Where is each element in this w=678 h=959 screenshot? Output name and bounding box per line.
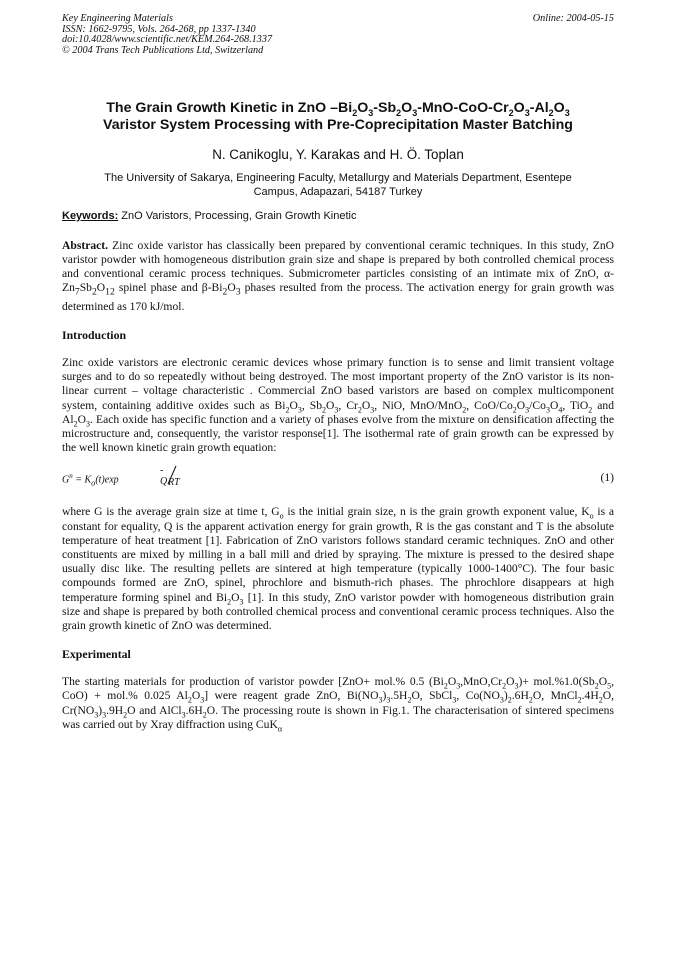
equation-number: (1) [600,471,614,485]
affiliation-line-1: The University of Sakarya, Engineering Faculty, Metallurgy and Materials Department, Esentepe [104,172,572,185]
introduction-paragraph-1: Zinc oxide varistors are electronic ceramic devices whose primary function is to sense and limit transient voltage surges and to do so repeatedly without being destroyed. The most important property of the ZnO varistor is its non-linear current – voltage characteristic . Commercial ZnO based varistors are based on complex multicomponent system, containing additive oxides such as $Bi_2O_3$, $Sb_2O_3$, $Cr_2O_3$, NiO, MnO/MnO$_2$, CoO/$Co_2O_3/Co_3O_4$, TiO$_2$ and $Al_2O_3$. Each oxide has specific function and a variety of phases evolve from the mixture on densification affecting the microstructure and, consequently, the varistor response[1]. The isothermal rate of grain growth can be expressed by the well known kinetic grain growth equation: [62,355,615,455]
author-list: N. Canikoglu, Y. Karakas and H. Ö. Toplan [212,147,464,163]
journal-header [62,14,614,56]
title-line-1: The Grain Growth Kinetic in ZnO $-Bi_2O_3-Sb_2O_3-MnO-CoO-Cr_2O_3-Al_2O_3$ [106,100,570,119]
issn-line: ISSN: 1662-9795, Vols. 264-268, pp 1337-1340 [62,23,256,35]
doi-line: doi:10.4028/www.scientific.net/KEM.264-268.1337 [62,34,273,46]
experimental-paragraph-1: The starting materials for production of varistor powder [ZnO+ mol.% 0.5 $(Bi_2O_3,MnO,Cr_2O_3)+ mol.\%1.0(Sb_2O_5$, CoO) + mol.% 0.025 $Al_2O_3$] were reagent grade ZnO, $Bi(NO_3)_3.5H_2O$, SbCl$_3$, $Co(NO_3)_2.6H_2O$, $MnCl_2.4H_2O$, $Cr(NO_3)_3.9H_2O$ and $AlCl_3.6H_2O$. The processing route is shown in Fig.1. The characterisation of sintered specimens was carried out by Xray diffraction using CuK$_\alpha$ [62,675,615,734]
paper-title [62,100,614,134]
keywords [62,210,614,222]
introduction-heading: Introduction [62,327,127,342]
title-line-2: Varistor System Processing with Pre-Coprecipitation Master Batching [103,117,573,134]
abstract-paragraph: Abstract. Zinc oxide varistor has classically been prepared by conventional ceramic techniques. In this study, ZnO varistor powder with homogeneous distribution grain size and shape is prepared by both controlled chemical process and conventional ceramic process techniques. Submicrometer particles consisting of an intimate mix of ZnO, $\alpha-Zn_7Sb_2O_{12}$ spinel phase and $\beta-Bi_2O_3$ phases resulted from the process. The activation energy for grain growth was determined as 170 kJ/mol. [62,238,615,313]
online-date: Online: 2004-05-15 [532,13,614,24]
abstract-label: Abstract. [62,238,109,252]
introduction-paragraph-2: where G is the average grain size at time t, $G_o$ is the initial grain size, n is the grain growth exponent value, $K_o$ is a constant for equality, Q is the apparent activation energy for grain growth, R is the gas constant and T is the absolute temperature of heat treatment [1]. Fabrication of ZnO varistors follows standard ceramic techniques. ZnO and other constituents are mixed by milling in a ball mill and dried by spraying. The mixture is pressed to the desired shape usually disc like. The resulting pellets are sintered at high temperature (typically 1000-1400°C). The four basic compounds formed are ZnO, spinel, phrochlore and bismuth-rich phases. The phrochlore disappears at high temperature forming spinel and $Bi_2O_3$ [1]. In this study, ZnO varistor powder with homogeneous distribution grain size and shape is prepared by both controlled chemical process and conventional ceramic process techniques. Also the grain growth kinetic of ZnO was determined. [62,505,614,632]
affiliation-line-2: Campus, Adapazari, 54187 Turkey [253,185,423,198]
experimental-heading: Experimental [62,647,131,662]
affiliation [62,172,614,199]
grain-growth-equation: $G^n = K_o(t)\exp$ - Q RT (1) [62,465,614,489]
copyright-line: © 2004 Trans Tech Publications Ltd, Switzerland [62,44,264,56]
equation-lhs: $G^n = K_o(t)\exp$ [62,472,119,488]
paper-page [62,14,614,732]
journal-name: Key Engineering Materials [62,13,173,24]
keywords-text: ZnO Varistors, Processing, Grain Growth Kinetic [118,209,357,222]
keywords-label: Keywords: [62,209,119,222]
